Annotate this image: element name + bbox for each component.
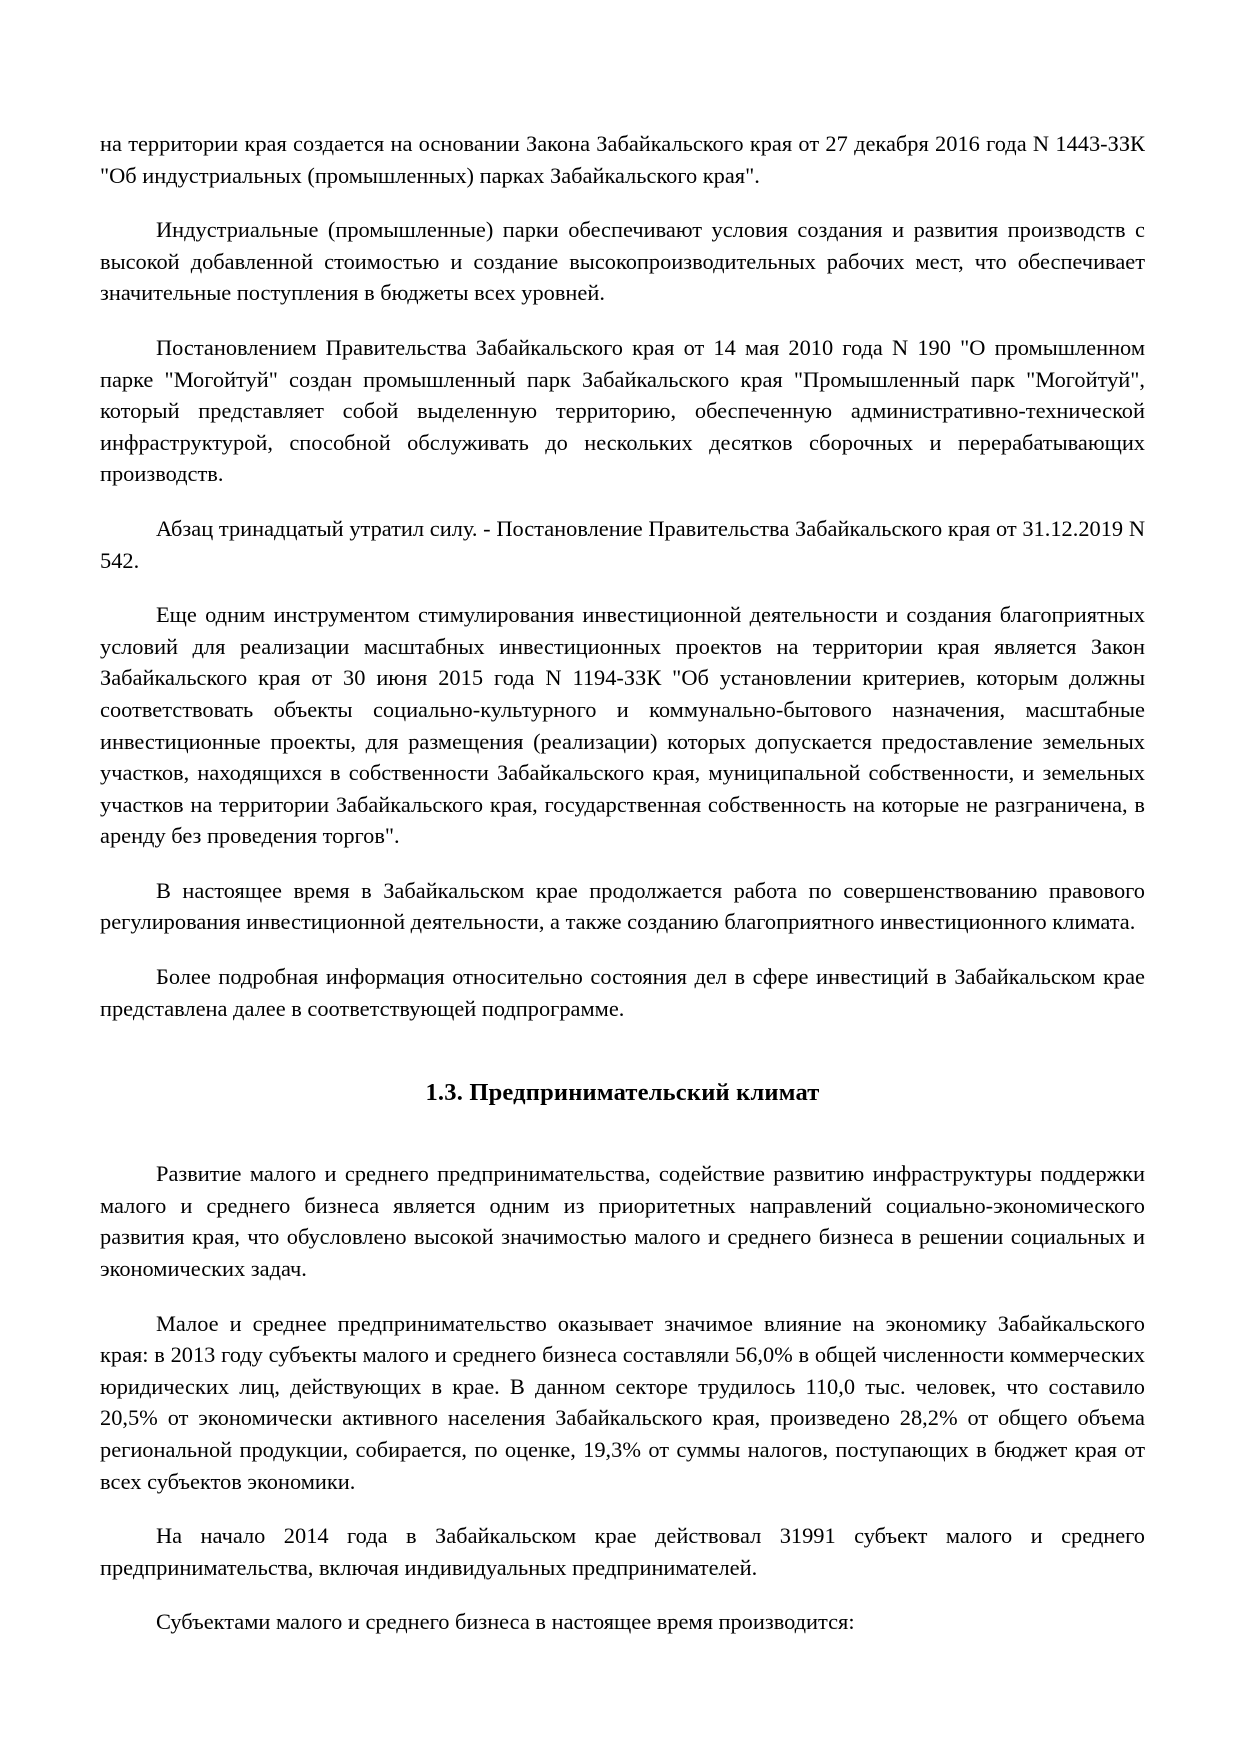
section-heading-1-3: 1.3. Предпринимательский климат [425,1079,820,1107]
paragraph-5: Еще одним инструментом стимулирования инвестиционной деятельности и создания благоприятных условий для реализации масштабных инвестиционных проектов на территории края является Закон Забайкальского края от 30 июня 2015 года N 1194-ЗЗК "Об установлении критериев, которым должны соответствовать объекты социально-культурного и коммунально-бытового назначения, масштабные инвестиционные проекты, для размещения (реализации) которых допускается предоставление земельных участков, находящихся в собственности Забайкальского края, муниципальной собственности, и земельных участков на территории Забайкальского края, государственная собственность на которые не разграничена, в аренду без проведения торгов". [100,602,1145,849]
paragraph-4: Абзац тринадцатый утратил силу. - Постановление Правительства Забайкальского края от 31.12.2019 N 542. [100,515,1145,573]
paragraph-11: Субъектами малого и среднего бизнеса в настоящее время производится: [156,1609,855,1635]
paragraph-6: В настоящее время в Забайкальском крае продолжается работа по совершенствованию правового регулирования инвестиционной деятельности, а также созданию благоприятного инвестиционного климата. [100,877,1145,935]
paragraph-7: Более подробная информация относительно состояния дел в сфере инвестиций в Забайкальском крае представлена далее в соответствующей подпрограмме. [100,964,1145,1021]
section-heading-wrapper [100,1077,1145,1109]
paragraph-8: Развитие малого и среднего предпринимательства, содействие развитию инфраструктуры поддержки малого и среднего бизнеса является одним из приоритетных направлений социально-экономического развития края, что обусловлено высокой значимостью малого и среднего бизнеса в решении социальных и экономических задач. [100,1161,1145,1282]
paragraph-3: Постановлением Правительства Забайкальского края от 14 мая 2010 года N 190 "О промышленном парке "Могойтуй" создан промышленный парк Забайкальского края "Промышленный парк "Могойтуй", который представляет собой выделенную территорию, обеспеченную административно-технической инфраструктурой, способной обслуживать до нескольких десятков сборочных и перерабатывающих производств. [100,334,1145,487]
paragraph-2: Индустриальные (промышленные) парки обеспечивают условия создания и развития производств с высокой добавленной стоимостью и создание высокопроизводительных рабочих мест, что обеспечивает значительные поступления в бюджеты всех уровней. [100,217,1145,306]
paragraph-1: на территории края создается на основании Закона Забайкальского края от 27 декабря 2016 года N 1443-ЗЗК "Об индустриальных (промышленных) парках Забайкальского края". [100,131,1145,188]
page-content [100,128,1145,1638]
paragraph-10: На начало 2014 года в Забайкальском крае действовал 31991 субъект малого и среднего предпринимательства, включая индивидуальных предпринимателей. [100,1523,1145,1580]
paragraph-9: Малое и среднее предпринимательство оказывает значимое влияние на экономику Забайкальского края: в 2013 году субъекты малого и среднего бизнеса составляли 56,0% в общей численности коммерческих юридических лиц, действующих в крае. В данном секторе трудилось 110,0 тыс. человек, что составило 20,5% от экономически активного населения Забайкальского края, произведено 28,2% от общего объема региональной продукции, собирается, по оценке, 19,3% от суммы налогов, поступающих в бюджет края от всех субъектов экономики. [100,1310,1145,1494]
